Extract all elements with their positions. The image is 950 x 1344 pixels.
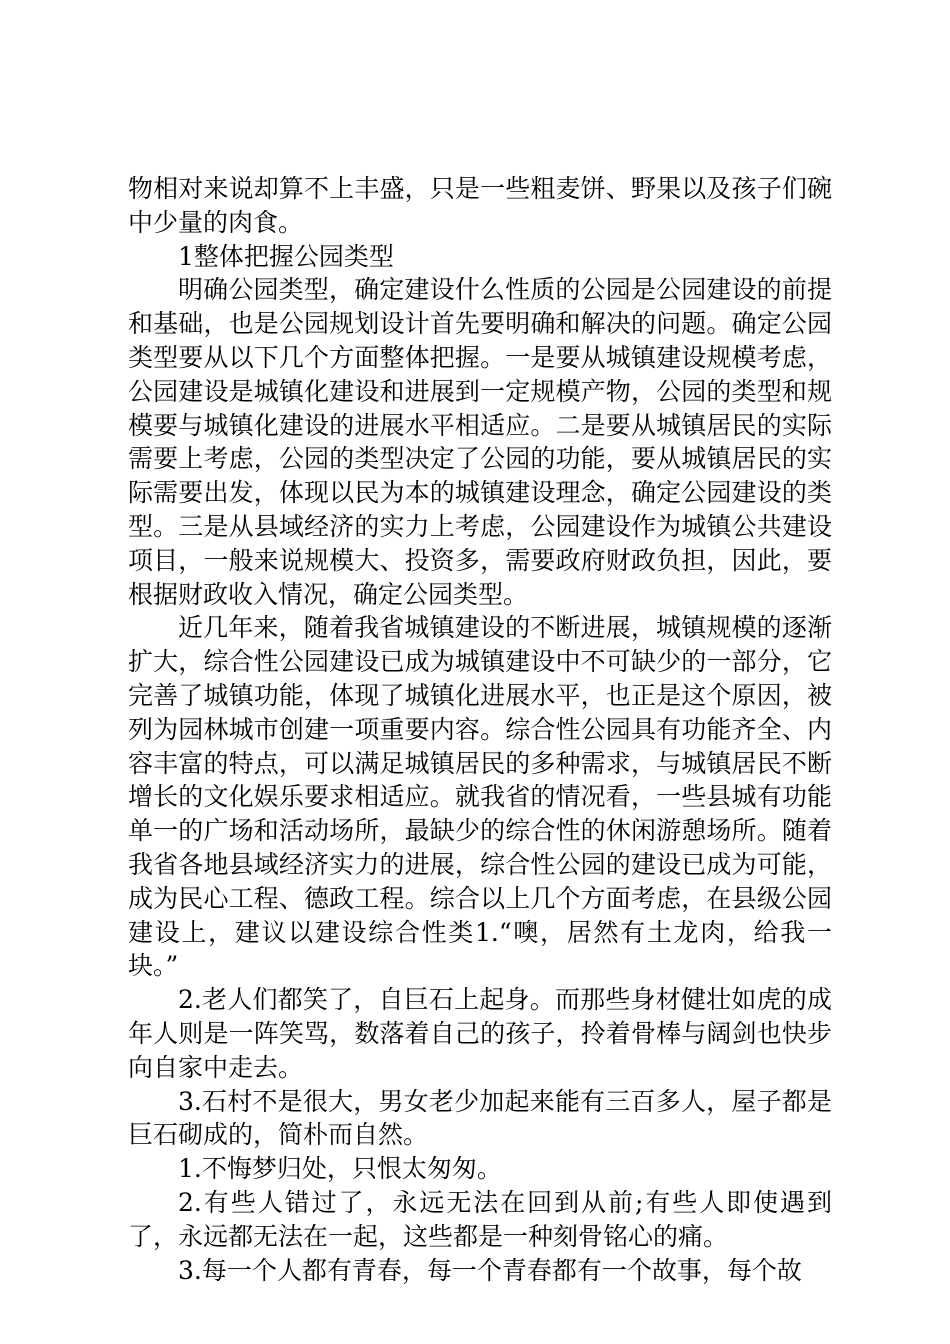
paragraph: 2.老人们都笑了，自巨石上起身。而那些身材健壮如虎的成年人则是一阵笑骂，数落着自己的孩子，拎着骨棒与阔剑也快步向自家中走去。 — [128, 985, 832, 1082]
section-heading: 1整体把握公园类型 — [178, 241, 394, 271]
paragraph: 物相对来说却算不上丰盛，只是一些粗麦饼、野果以及孩子们碗中少量的肉食。 — [128, 174, 832, 237]
paragraph: 1.不悔梦归处，只恨太匆匆。 — [178, 1154, 502, 1184]
paragraph: 明确公园类型，确定建设什么性质的公园是公园建设的前提和基础，也是公园规划设计首先要明确和解决的问题。确定公园类型要从以下几个方面整体把握。一是要从城镇建设规模考虑，公园建设是城镇化建设和进展到一定规模产物，公园的类型和规模要与城镇化建设的进展水平相适应。二是要从城镇居民的实际需要上考虑，公园的类型决定了公园的功能，要从城镇居民的实际需要出发，体现以民为本的城镇建设理念，确定公园建设的类型。三是从县域经济的实力上考虑，公园建设作为城镇公共建设项目，一般来说规模大、投资多，需要政府财政负担，因此，要根据财政收入情况，确定公园类型。 — [128, 275, 832, 609]
paragraph: 2.有些人错过了，永远无法在回到从前;有些人即使遇到了，永远都无法在一起，这些都是一种刻骨铭心的痛。 — [128, 1187, 832, 1251]
paragraph: 近几年来，随着我省城镇建设的不断进展，城镇规模的逐渐扩大，综合性公园建设已成为城镇建设中不可缺少的一部分，它完善了城镇功能，体现了城镇化进展水平，也正是这个原因，被列为园林城市创建一项重要内容。综合性公园具有功能齐全、内容丰富的特点，可以满足城镇居民的多种需求，与城镇居民不断增长的文化娱乐要求相适应。就我省的情况看，一些县城有功能单一的广场和活动场所，最缺少的综合性的休闲游憩场所。随着我省各地县域经济实力的进展，综合性公园的建设已成为可能，成为民心工程、德政工程。综合以上几个方面考虑，在县级公园建设上，建议以建设综合性类1.“噢，居然有土龙肉，给我一块。” — [128, 613, 832, 981]
paragraph: 3.石村不是很大，男女老少加起来能有三百多人，屋子都是巨石砌成的，简朴而自然。 — [128, 1086, 832, 1150]
paragraph: 3.每一个人都有青春，每一个青春都有一个故事，每个故 — [178, 1255, 802, 1285]
document-body — [128, 172, 832, 1287]
